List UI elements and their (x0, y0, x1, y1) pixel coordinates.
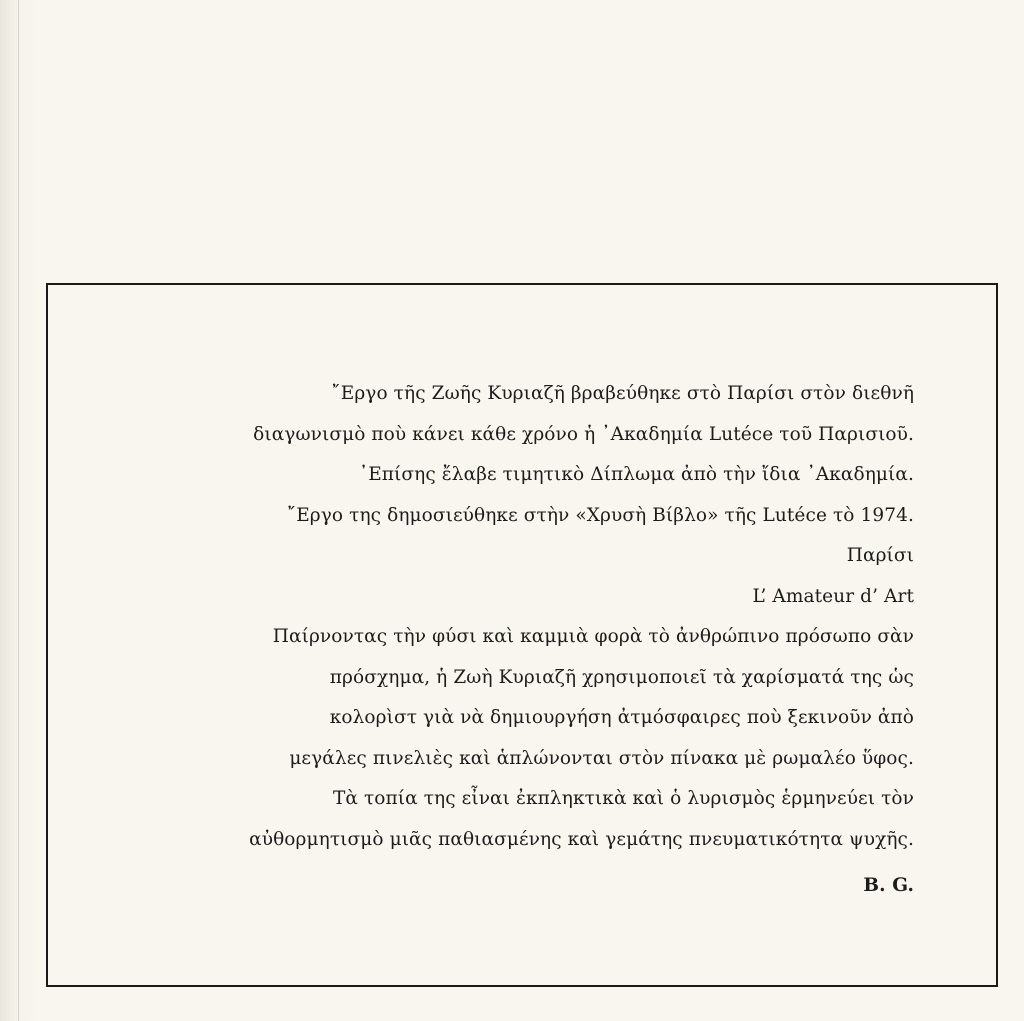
paragraph-2-line-3: κολορὶστ γιὰ νὰ δημιουργήση ἀτμόσφαιρες ποὺ ξεκινοῦν ἀπὸ (329, 707, 914, 728)
place-name: Παρίσι (846, 545, 914, 566)
paragraph-1-line-4: ῎Εργο της δημοσιεύθηκε στὴν «Χρυσὴ Βίβλο» τῆς Lutéce τὸ 1974. (286, 504, 914, 526)
publication-name: L’ Amateur d’ Art (752, 585, 914, 607)
paragraph-1-line-1: ῎Εργο τῆς Ζωῆς Κυριαζῆ βραβεύθηκε στὸ Παρίσι στὸν διεθνῆ (331, 383, 914, 404)
paragraph-2-line-1: Παίρνοντας τὴν φύσι καὶ καμμιὰ φορὰ τὸ ἀνθρώπινο πρόσωπο σὰν (272, 626, 914, 647)
paragraph-2-line-5: Τὰ τοπία της εἶναι ἐκπληκτικὰ καὶ ὁ λυρισμὸς ἑρμηνεύει τὸν (332, 788, 914, 809)
paragraph-1-line-2: διαγωνισμὸ ποὺ κάνει κάθε χρόνο ἡ ᾿Ακαδημία Lutéce τοῦ Παρισιοῦ. (253, 423, 914, 445)
paragraph-2-line-4: μεγάλες πινελιὲς καὶ ἁπλώνονται στὸν πίνακα μὲ ρωμαλέο ὕφος. (289, 747, 914, 769)
paragraph-2-line-6: αὐθορμητισμὸ μιᾶς παθιασμένης καὶ γεμάτης πνευματικότητα ψυχῆς. (249, 828, 914, 850)
paragraph-1-line-3: ᾿Επίσης ἔλαβε τιμητικὸ Δίπλωμα ἀπὸ τὴν ἴδια ᾿Ακαδημία. (358, 464, 914, 485)
page-fold-line (18, 0, 19, 1021)
text-block (94, 374, 914, 907)
signature: B. G. (863, 875, 914, 896)
paragraph-2-line-2: πρόσχημα, ἡ Ζωὴ Κυριαζῆ χρησιμοποιεῖ τὰ χαρίσματά της ὡς (329, 666, 914, 688)
